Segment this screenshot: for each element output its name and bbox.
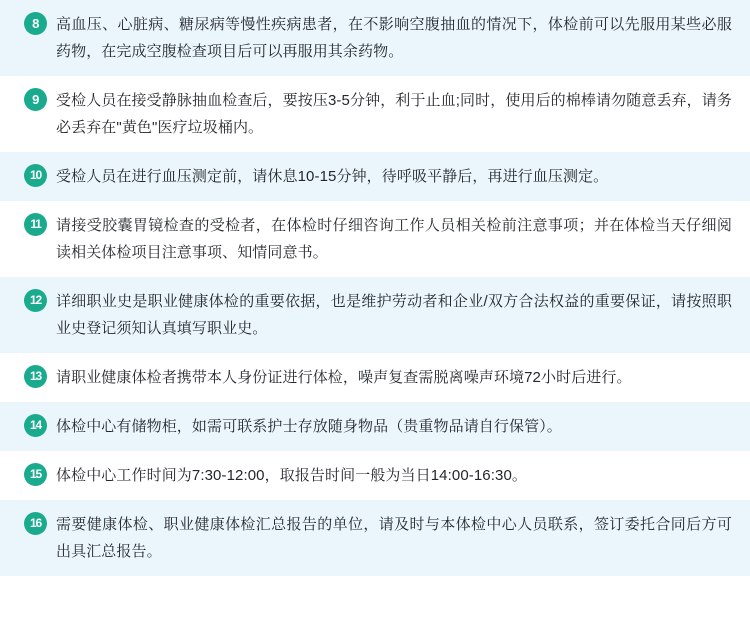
notice-number-badge: 16	[24, 512, 47, 535]
notice-text: 详细职业史是职业健康体检的重要依据，也是维护劳动者和企业/双方合法权益的重要保证，请按照职业史登记须知认真填写职业史。	[56, 293, 732, 337]
notice-number-badge: 14	[24, 414, 47, 437]
notice-number-badge: 8	[24, 12, 47, 35]
notice-text: 需要健康体检、职业健康体检汇总报告的单位，请及时与本体检中心人员联系，签订委托合同后方可出具汇总报告。	[56, 516, 732, 560]
notice-number-badge: 9	[24, 88, 47, 111]
notice-number-badge: 12	[24, 289, 47, 312]
notice-item	[0, 277, 750, 353]
notice-number-badge: 13	[24, 365, 47, 388]
notice-item	[0, 201, 750, 277]
notice-item	[0, 402, 750, 451]
notice-text: 高血压、心脏病、糖尿病等慢性疾病患者，在不影响空腹抽血的情况下，体检前可以先服用某些必服药物，在完成空腹检查项目后可以再服用其余药物。	[56, 16, 732, 60]
notice-text: 受检人员在接受静脉抽血检查后，要按压3-5分钟，利于止血;同时，使用后的棉棒请勿随意丢弃，请务必丢弃在"黄色"医疗垃圾桶内。	[56, 92, 732, 136]
notice-text: 体检中心工作时间为7:30-12:00，取报告时间一般为当日14:00-16:30。	[56, 467, 527, 484]
notice-text: 受检人员在进行血压测定前，请休息10-15分钟，待呼吸平静后，再进行血压测定。	[56, 168, 609, 185]
notice-item	[0, 0, 750, 76]
notice-text: 请职业健康体检者携带本人身份证进行体检，噪声复查需脱离噪声环境72小时后进行。	[56, 369, 632, 386]
notice-number-badge: 10	[24, 164, 47, 187]
notice-item	[0, 500, 750, 576]
notice-number-badge: 11	[24, 213, 47, 236]
notice-item	[0, 353, 750, 402]
notice-number-badge: 15	[24, 463, 47, 486]
notice-text: 请接受胶囊胃镜检查的受检者，在体检时仔细咨询工作人员相关检前注意事项；并在体检当天仔细阅读相关体检项目注意事项、知情同意书。	[56, 217, 732, 261]
notice-text: 体检中心有储物柜，如需可联系护士存放随身物品（贵重物品请自行保管）。	[56, 418, 562, 435]
notice-item	[0, 152, 750, 201]
notice-item	[0, 451, 750, 500]
notice-item	[0, 76, 750, 152]
